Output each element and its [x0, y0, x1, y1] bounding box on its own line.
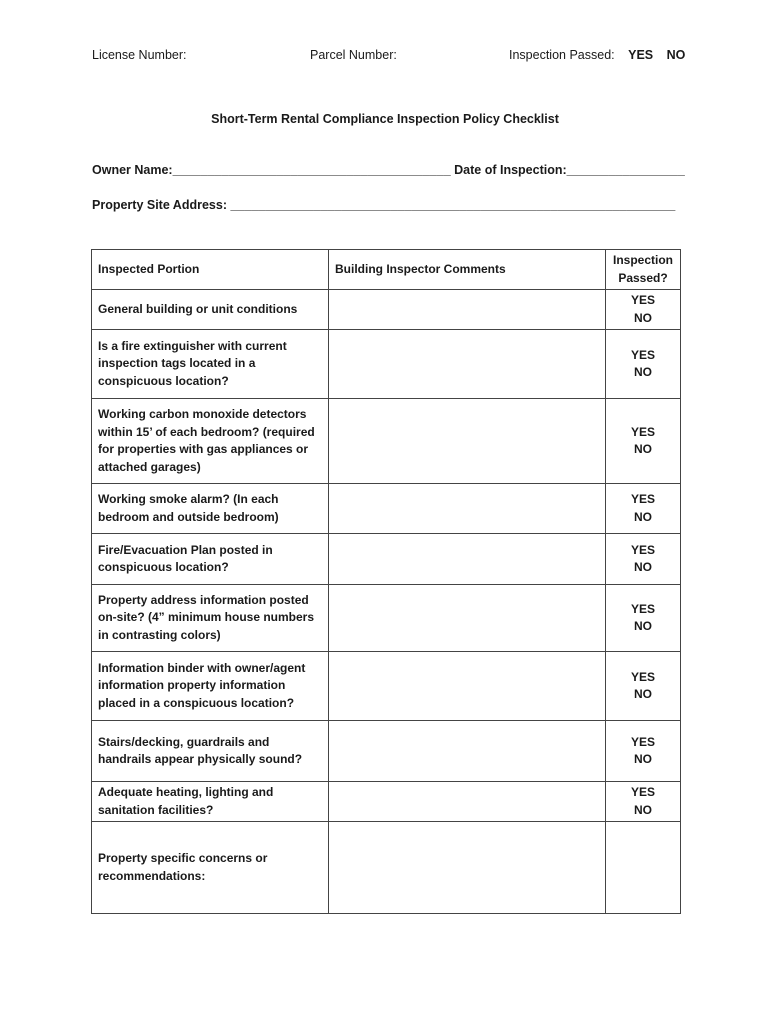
inspected-item: Stairs/decking, guardrails and handrails appear physically sound? — [92, 721, 329, 782]
yes-option[interactable]: YES — [630, 734, 655, 749]
comment-cell[interactable] — [329, 585, 606, 652]
inspected-item: General building or unit conditions — [92, 290, 329, 330]
comment-cell[interactable] — [329, 782, 606, 822]
no-option[interactable]: NO — [634, 310, 652, 325]
table-row — [92, 290, 681, 330]
owner-date-line[interactable]: Owner Name:________________________________________ Date of Inspection:_________________ — [92, 163, 685, 177]
pass-cell — [606, 721, 681, 782]
concerns-label: Property specific concerns or recommendations: — [92, 822, 329, 914]
inspected-item: Fire/Evacuation Plan posted in conspicuous location? — [92, 534, 329, 585]
inspection-checklist-table — [91, 249, 681, 914]
yes-option[interactable]: YES — [630, 424, 655, 439]
table-row — [92, 585, 681, 652]
col-header-passed-line1: Inspection — [612, 253, 673, 267]
col-header-inspection-passed — [606, 250, 681, 290]
yes-option[interactable]: YES — [630, 347, 655, 362]
no-option[interactable]: NO — [634, 560, 652, 574]
comment-cell[interactable] — [329, 290, 606, 330]
no-option[interactable]: NO — [634, 619, 652, 633]
col-header-inspector-comments: Building Inspector Comments — [329, 250, 606, 290]
comment-cell[interactable] — [329, 721, 606, 782]
table-row — [92, 399, 681, 484]
table-row — [92, 484, 681, 534]
comment-cell[interactable] — [329, 330, 606, 399]
yes-option[interactable]: YES — [630, 542, 655, 557]
no-option[interactable]: NO — [634, 442, 652, 456]
inspection-passed-header — [509, 48, 685, 62]
table-row-concerns — [92, 822, 681, 914]
table-row — [92, 534, 681, 585]
comment-cell[interactable] — [329, 534, 606, 585]
pass-cell — [606, 484, 681, 534]
table-row — [92, 330, 681, 399]
table-row — [92, 652, 681, 721]
col-header-inspected-portion: Inspected Portion — [92, 250, 329, 290]
pass-cell — [606, 585, 681, 652]
inspected-item: Working carbon monoxide detectors within 15’ of each bedroom? (required for properties with gas appliances or attached garages) — [92, 399, 329, 484]
pass-cell — [606, 652, 681, 721]
license-number-label: License Number: — [92, 48, 187, 62]
inspected-item: Information binder with owner/agent information property information placed in a conspicuous location? — [92, 652, 329, 721]
passed-yes-option[interactable]: YES — [628, 48, 654, 62]
table-row — [92, 721, 681, 782]
table-row — [92, 782, 681, 822]
inspected-item: Adequate heating, lighting and sanitation facilities? — [92, 782, 329, 822]
comment-cell[interactable] — [329, 652, 606, 721]
parcel-number-label: Parcel Number: — [310, 48, 397, 62]
pass-cell — [606, 330, 681, 399]
pass-cell — [606, 399, 681, 484]
no-option[interactable]: NO — [634, 802, 652, 817]
property-address-line[interactable]: Property Site Address: ________________________________________________________________ — [92, 198, 676, 212]
pass-cell — [606, 290, 681, 330]
pass-cell — [606, 534, 681, 585]
concerns-pass-cell[interactable] — [606, 822, 681, 914]
inspected-item: Working smoke alarm? (In each bedroom and outside bedroom) — [92, 484, 329, 534]
no-option[interactable]: NO — [634, 509, 652, 524]
comment-cell[interactable] — [329, 484, 606, 534]
no-option[interactable]: NO — [634, 752, 652, 766]
yes-option[interactable]: YES — [630, 293, 655, 307]
inspected-item: Is a fire extinguisher with current inspection tags located in a conspicuous location? — [92, 330, 329, 399]
inspected-item: Property address information posted on-site? (4” minimum house numbers in contrasting colors) — [92, 585, 329, 652]
no-option[interactable]: NO — [634, 365, 652, 379]
comment-cell[interactable] — [329, 399, 606, 484]
pass-cell — [606, 782, 681, 822]
yes-option[interactable]: YES — [630, 785, 655, 799]
passed-no-option[interactable]: NO — [666, 48, 686, 62]
table-header-row — [92, 250, 681, 290]
no-option[interactable]: NO — [634, 687, 652, 701]
concerns-comment-cell[interactable] — [329, 822, 606, 914]
page-title: Short-Term Rental Compliance Inspection Policy Checklist — [211, 112, 559, 126]
col-header-passed-line2: Passed? — [618, 270, 668, 285]
yes-option[interactable]: YES — [630, 492, 655, 506]
yes-option[interactable]: YES — [630, 669, 655, 684]
inspection-passed-label: Inspection Passed: — [509, 48, 615, 62]
yes-option[interactable]: YES — [630, 601, 655, 616]
